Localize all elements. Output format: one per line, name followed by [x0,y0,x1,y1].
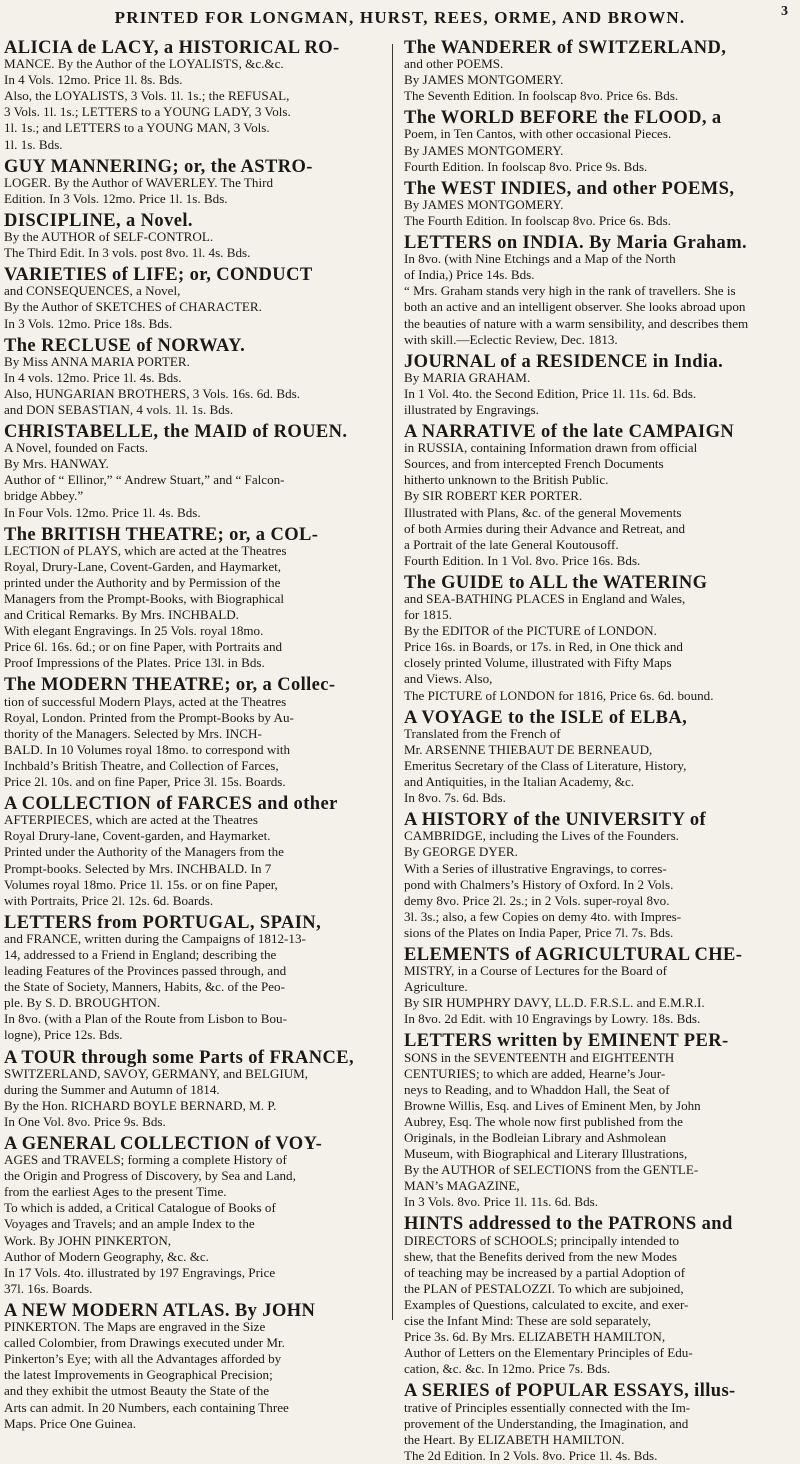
entry-text-line: In 3 Vols. 12mo. Price 18s. Bds. [4,315,173,331]
entry-text-line: Author of Letters on the Elementary Principles of Edu- [404,1345,693,1361]
entry-text-line: A Novel, founded on Facts. [4,440,149,456]
entry-text-line: In 4 vols. 12mo. Price 1l. 4s. Bds. [4,369,182,385]
entry-title-line: A HISTORY of the UNIVERSITY of [404,810,707,831]
entry-text-line: and CONSEQUENCES, a Novel, [4,283,181,299]
entry-title-line: DISCIPLINE, a Novel. [4,210,193,231]
entry-text-line: With elegant Engravings. In 25 Vols. royal 18mo. [4,623,264,639]
entry-text-line: the State of Society, Manners, Habits, &c. of the Peo- [4,979,285,995]
entry-title-line: A VOYAGE to the ISLE of ELBA, [404,707,688,728]
entry-text-line: Price 16s. in Boards, or 17s. in Red, in One thick and [404,639,683,655]
entry-title-line: LETTERS written by EMINENT PER- [404,1031,729,1052]
entry-text-line: By the AUTHOR of SELECTIONS from the GENTLE- [404,1162,699,1178]
entry-text-line: By JAMES MONTGOMERY. [404,72,564,88]
entry-text-line: the Origin and Progress of Discovery, by Sea and Land, [4,1168,296,1184]
entry-text-line: By Miss ANNA MARIA PORTER. [4,353,190,369]
entry-text-line: Mr. ARSENNE THIEBAUT DE BERNEAUD, [404,741,653,757]
entry-text-line: pond with Chalmers’s History of Oxford. In 2 Vols. [404,876,674,892]
entry-text-line: and SEA-BATHING PLACES in England and Wales, [404,591,686,606]
entry-text-line: 1l. 1s. Bds. [4,136,63,152]
entry-text-line: MISTRY, in a Course of Lectures for the Board of [404,963,668,979]
entry-text-line: DIRECTORS of SCHOOLS; principally intended to [404,1232,680,1248]
entry-text-line: leading Features of the Provinces passed through, and [4,963,287,979]
page-number: 3 [781,4,788,19]
entry-text-line: Sources, and from intercepted French Documents [404,456,664,472]
entry-text-line: during the Summer and Autumn of 1814. [4,1081,220,1097]
entry-text-line: BALD. In 10 Volumes royal 18mo. to correspond with [4,741,291,757]
entry-text-line: CENTURIES; to which are added, Hearne’s Jour- [404,1065,666,1081]
entry-text-line: 1l. 1s.; and LETTERS to a YOUNG MAN, 3 Vols. [4,120,270,136]
entry-text-line: cation, &c. &c. In 12mo. Price 7s. Bds. [404,1361,611,1377]
entry-text-line: logne), Price 12s. Bds. [4,1027,123,1043]
entry-text-line: By MARIA GRAHAM. [404,369,531,385]
entry-text-line: the beauties of nature with a warm sensibility, and describes them [404,315,749,331]
entry-title-line: CHRISTABELLE, the MAID of ROUEN. [4,422,348,443]
entry-text-line: In 8vo. 2d Edit. with 10 Engravings by Lowry. 18s. Bds. [404,1011,701,1027]
entry-text-line: In One Vol. 8vo. Price 9s. Bds. [4,1113,166,1129]
entry-text-line: bridge Abbey.” [4,488,84,504]
entry-text-line: tion of successful Modern Plays, acted at the Theatres [4,693,287,709]
entry-text-line: “ Mrs. Graham stands very high in the rank of travellers. She is [404,283,736,299]
entry-text-line: By SIR HUMPHRY DAVY, LL.D. F.R.S.L. and E.M.R.I. [404,995,705,1011]
entry-text-line: Price 3s. 6d. By Mrs. ELIZABETH HAMILTON, [404,1329,666,1345]
advertisement-entry [404,351,790,418]
entry-text-line: Fourth Edition. In 1 Vol. 8vo. Price 16s. Bds. [404,552,641,568]
entry-text-line: illustrated by Engravings. [404,401,539,417]
entry-text-line: and DON SEBASTIAN, 4 vols. 1l. 1s. Bds. [4,401,234,417]
entry-text-line: The Fourth Edition. In foolscap 8vo. Price 6s. Bds. [404,212,671,228]
entry-text-line: ple. By S. D. BROUGHTON. [4,995,161,1011]
entry-text-line: in RUSSIA, containing Information drawn from official [404,440,698,456]
entry-text-line: Originals, in the Bodleian Library and Ashmolean [404,1130,667,1145]
entry-title-line: ALICIA de LACY, a HISTORICAL RO- [4,38,340,58]
entry-text-line: and Critical Remarks. By Mrs. INCHBALD. [4,607,239,623]
entry-text-line: Voyages and Travels; and an ample Index to the [4,1216,255,1232]
entry-text-line: shew, that the Benefits derived from the new Modes [404,1248,677,1264]
entry-text-line: The PICTURE of LONDON for 1816, Price 6s. 6d. bound. [404,687,714,703]
entry-text-line: Volumes royal 18mo. Price 1l. 15s. or on fine Paper, [4,876,278,892]
entry-text-line: of teaching may be increased by a partial Adoption of [404,1264,686,1280]
entry-title-line: The WANDERER of SWITZERLAND, [404,38,727,58]
entry-title-line: VARIETIES of LIFE; or, CONDUCT [4,265,313,286]
entry-text-line: thority of the Managers. Selected by Mrs. INCH- [4,725,262,741]
entry-title-line: The GUIDE to ALL the WATERING [404,572,708,593]
entry-text-line: and Antiquities, in the Italian Academy, &c. [404,774,635,790]
entry-text-line: By JAMES MONTGOMERY. [404,196,564,212]
entry-text-line: The Seventh Edition. In foolscap 8vo. Price 6s. Bds. [404,88,679,104]
advertisement-entry [4,677,383,790]
entry-text-line: Proof Impressions of the Plates. Price 13l. in Bds. [4,655,265,671]
entry-title-line: The RECLUSE of NORWAY. [4,335,246,356]
entry-text-line: for 1815. [404,607,453,623]
entry-text-line: The 2d Edition. In 2 Vols. 8vo. Price 1l. 4s. Bds. [404,1447,658,1463]
entry-text-line: Browne Willis, Esq. and Lives of Eminent Men, by John [404,1097,701,1113]
entry-text-line: 14, addressed to a Friend in England; describing the [4,946,277,962]
advertisement-entry [404,812,790,941]
entry-title-line: LETTERS from PORTUGAL, SPAIN, [4,912,322,933]
entry-title-line: HINTS addressed to the PATRONS and [404,1214,733,1235]
entry-text-line: In 8vo. 7s. 6d. Bds. [404,790,506,806]
entry-text-line: Poem, in Ten Cantos, with other occasional Pieces. [404,126,672,142]
entry-text-line: In 8vo. (with a Plan of the Route from Lisbon to Bou- [4,1011,287,1027]
entry-text-line: By GEORGE DYER. [404,844,518,860]
entry-text-line: Also, the LOYALISTS, 3 Vols. 1l. 1s.; the REFUSAL, [4,88,290,104]
advertisement-entry [404,944,790,1027]
advertisement-entry [4,796,383,909]
entry-text-line: Translated from the French of [404,725,561,741]
entry-text-line: Museum, with Biographical and Literary Illustrations, [404,1146,688,1162]
entry-text-line: Price 2l. 10s. and on fine Paper, Price 3l. 15s. Boards. [4,774,286,790]
advertisement-entry [4,1047,383,1130]
entry-text-line: Royal, Drury-Lane, Covent-Garden, and Haymarket, [4,558,282,574]
entry-text-line: of India,) Price 14s. Bds. [404,267,535,283]
advertisement-entry [4,1300,383,1432]
right-column [404,38,790,1463]
entry-text-line: MAN’s MAGAZINE, [404,1178,520,1194]
entry-text-line: In 8vo. (with Nine Etchings and a Map of the North [404,251,676,267]
entry-text-line: By SIR ROBERT KER PORTER. [404,488,583,504]
entry-title-line: A TOUR through some Parts of FRANCE, [4,1047,354,1068]
entry-text-line: To which is added, a Critical Catalogue of Books of [4,1200,276,1216]
entry-text-line: cise the Infant Mind: These are sold separately, [404,1313,651,1329]
entry-text-line: Pinkerton’s Eye; with all the Advantages afforded by [4,1351,282,1367]
entry-text-line: Maps. Price One Guinea. [4,1415,136,1431]
entry-text-line: Royal, London. Printed from the Prompt-Books by Au- [4,709,294,725]
entry-text-line: Fourth Edition. In foolscap 8vo. Price 9s. Bds. [404,158,648,174]
entry-text-line: SWITZERLAND, SAVOY, GERMANY, and BELGIUM, [4,1065,309,1081]
entry-text-line: neys to Reading, and to Whaddon Hall, the Seat of [404,1081,670,1097]
advertisement-entry [4,912,383,1044]
entry-text-line: Price 6l. 16s. 6d.; or on fine Paper, with Portraits and [4,639,283,655]
advertisement-entry [404,1216,790,1377]
entry-title-line: JOURNAL of a RESIDENCE in India. [404,351,724,372]
entry-text-line: CAMBRIDGE, including the Lives of the Founders. [404,828,679,844]
entry-text-line: provement of the Understanding, the Imagination, and [404,1415,689,1431]
entry-text-line: the latest Improvements in Geographical Precision; [4,1367,273,1383]
advertisement-entry [404,1383,790,1463]
entry-text-line: By the Hon. RICHARD BOYLE BERNARD, M. P. [4,1097,277,1113]
entry-text-line: 3l. 3s.; also, a few Copies on demy 4to. with Impres- [404,908,682,924]
entry-text-line: called Colombier, from Drawings executed under Mr. [4,1335,285,1351]
entry-text-line: AGES and TRAVELS; forming a complete History of [4,1152,287,1168]
entry-text-line: In 4 Vols. 12mo. Price 1l. 8s. Bds. [4,72,183,88]
advertisement-entry [4,156,383,207]
entry-text-line: Agriculture. [404,979,468,995]
advertisement-entry [404,1033,790,1210]
entry-text-line: printed under the Authority and by Permission of the [4,574,281,590]
entry-text-line: Author of Modern Geography, &c. &c. [4,1248,209,1264]
entry-text-line: 37l. 16s. Boards. [4,1280,93,1296]
entry-text-line: and other POEMS. [404,56,504,72]
entry-title-line: The WORLD BEFORE the FLOOD, a [404,108,722,129]
advertisement-entry [4,40,383,153]
entry-title-line: The MODERN THEATRE; or, a Collec- [4,675,336,696]
entry-text-line: and Views. Also, [404,671,493,687]
entry-text-line: By JAMES MONTGOMERY. [404,142,564,158]
entry-text-line: the PLAN of PESTALOZZI. To which are subjoined, [404,1280,684,1296]
entry-title-line: ELEMENTS of AGRICULTURAL CHE- [404,944,743,965]
entry-text-line: Managers from the Prompt-Books, with Biographical [4,591,285,606]
advertisement-entry [404,110,790,174]
entry-text-line: the Heart. By ELIZABETH HAMILTON. [404,1431,625,1447]
entry-text-line: and FRANCE, written during the Campaigns of 1812-13- [4,930,306,946]
entry-text-line: MANCE. By the Author of the LOYALISTS, &c.&c. [4,56,284,72]
entry-text-line: Also, HUNGARIAN BROTHERS, 3 Vols. 16s. 6d. Bds. [4,385,300,401]
entry-text-line: By the Author of SKETCHES of CHARACTER. [4,299,262,315]
advertisement-entry [4,524,383,672]
entry-text-line: sions of the Plates on India Paper, Price 7l. 7s. Bds. [404,924,674,940]
entry-text-line: with skill.—Eclectic Review, Dec. 1813. [404,331,618,347]
entry-text-line: SONS in the SEVENTEENTH and EIGHTEENTH [404,1049,675,1065]
entry-text-line: Inchbald’s British Theatre, and Collection of Farces, [4,757,279,773]
entry-text-line: Printed under the Authority of the Managers from the [4,844,284,860]
entry-text-line: from the earliest Ages to the present Time. [4,1184,227,1200]
entry-title-line: A COLLECTION of FARCES and other [4,794,338,815]
entry-text-line: The Third Edit. In 3 vols. post 8vo. 1l. 4s. Bds. [4,245,251,261]
entry-text-line: demy 8vo. Price 2l. 2s.; in 2 Vols. super-royal 8vo. [404,892,670,908]
advertisement-entry [4,335,383,418]
entry-text-line: Arts can admit. In 20 Numbers, each containing Three [4,1399,289,1415]
advertisement-entry [404,235,790,348]
left-column [4,38,383,1431]
entry-text-line: Emeritus Secretary of the Class of Literature, History, [404,757,687,773]
entry-text-line: By the EDITOR of the PICTURE of LONDON. [404,623,657,639]
entry-title-line: The WEST INDIES, and other POEMS, [404,178,735,199]
page-header: PRINTED FOR LONGMAN, HURST, REES, ORME, AND BROWN. [114,8,686,27]
entry-text-line: Examples of Questions, calculated to excite, and exer- [404,1296,689,1312]
entry-text-line: Royal Drury-lane, Covent-garden, and Haymarket. [4,828,271,844]
entry-text-line: both an active and an intelligent observer. She looks abroad upon [404,299,746,315]
entry-text-line: In Four Vols. 12mo. Price 1l. 4s. Bds. [4,504,201,520]
entry-text-line: and they exhibit the utmost Beauty the State of the [4,1383,270,1399]
column-divider [392,44,393,1320]
advertisement-entry [404,707,790,807]
entry-text-line: Work. By JOHN PINKERTON, [4,1232,172,1248]
entry-text-line: trative of Principles essentially connected with the Im- [404,1399,691,1415]
advertisement-entry [404,572,790,704]
entry-title-line: A NARRATIVE of the late CAMPAIGN [404,422,735,443]
entry-text-line: AFTERPIECES, which are acted at the Theatres [4,812,258,828]
advertisement-entry [4,210,383,261]
entry-title-line: A GENERAL COLLECTION of VOY- [4,1134,323,1154]
entry-text-line: With a Series of illustrative Engravings, to corres- [404,860,667,876]
entry-text-line: Aubrey, Esq. The whole now first published from the [404,1113,683,1129]
advertisement-entry [404,40,790,104]
entry-text-line: Prompt-books. Selected by Mrs. INCHBALD. In 7 [4,860,272,876]
advertisement-entry [4,267,383,331]
entry-text-line: By Mrs. HANWAY. [4,456,109,472]
entry-text-line: Author of “ Ellinor,” “ Andrew Stuart,” and “ Falcon- [4,472,285,488]
entry-title-line: A SERIES of POPULAR ESSAYS, illus- [404,1381,736,1402]
entry-text-line: hitherto unknown to the British Public. [404,472,609,488]
advertisement-entry [404,424,790,569]
entry-text-line: with Portraits, Price 2l. 12s. 6d. Boards. [4,892,214,908]
advertisement-entry [4,1136,383,1297]
entry-text-line: In 3 Vols. 8vo. Price 1l. 11s. 6d. Bds. [404,1194,598,1210]
entry-text-line: Illustrated with Plans, &c. of the general Movements [404,504,682,520]
entry-text-line: a Portrait of the late General Koutousoff. [404,536,619,552]
entry-title-line: LETTERS on INDIA. By Maria Graham. [404,233,748,254]
entry-text-line: 3 Vols. 1l. 1s.; LETTERS to a YOUNG LADY, 3 Vols. [4,104,291,120]
entry-text-line: of both Armies during their Advance and Retreat, and [404,520,686,536]
entry-title-line: The BRITISH THEATRE; or, a COL- [4,524,319,545]
entry-text-line: In 1 Vol. 4to. the Second Edition, Price 1l. 11s. 6d. Bds. [404,385,697,401]
entry-title-line: GUY MANNERING; or, the ASTRO- [4,156,313,177]
advertisement-entry [404,178,790,229]
entry-text-line: closely printed Volume, illustrated with Fifty Maps [404,655,672,671]
entry-text-line: PINKERTON. The Maps are engraved in the Size [4,1319,266,1335]
entry-text-line: By the AUTHOR of SELF-CONTROL. [4,229,214,245]
entry-text-line: LOGER. By the Author of WAVERLEY. The Third [4,174,274,190]
entry-text-line: LECTION of PLAYS, which are acted at the Theatres [4,542,287,558]
entry-text-line: Edition. In 3 Vols. 12mo. Price 1l. 1s. Bds. [4,190,228,206]
entry-text-line: In 17 Vols. 4to. illustrated by 197 Engravings, Price [4,1264,276,1280]
advertisement-entry [4,424,383,521]
entry-title-line: A NEW MODERN ATLAS. By JOHN [4,1300,316,1321]
